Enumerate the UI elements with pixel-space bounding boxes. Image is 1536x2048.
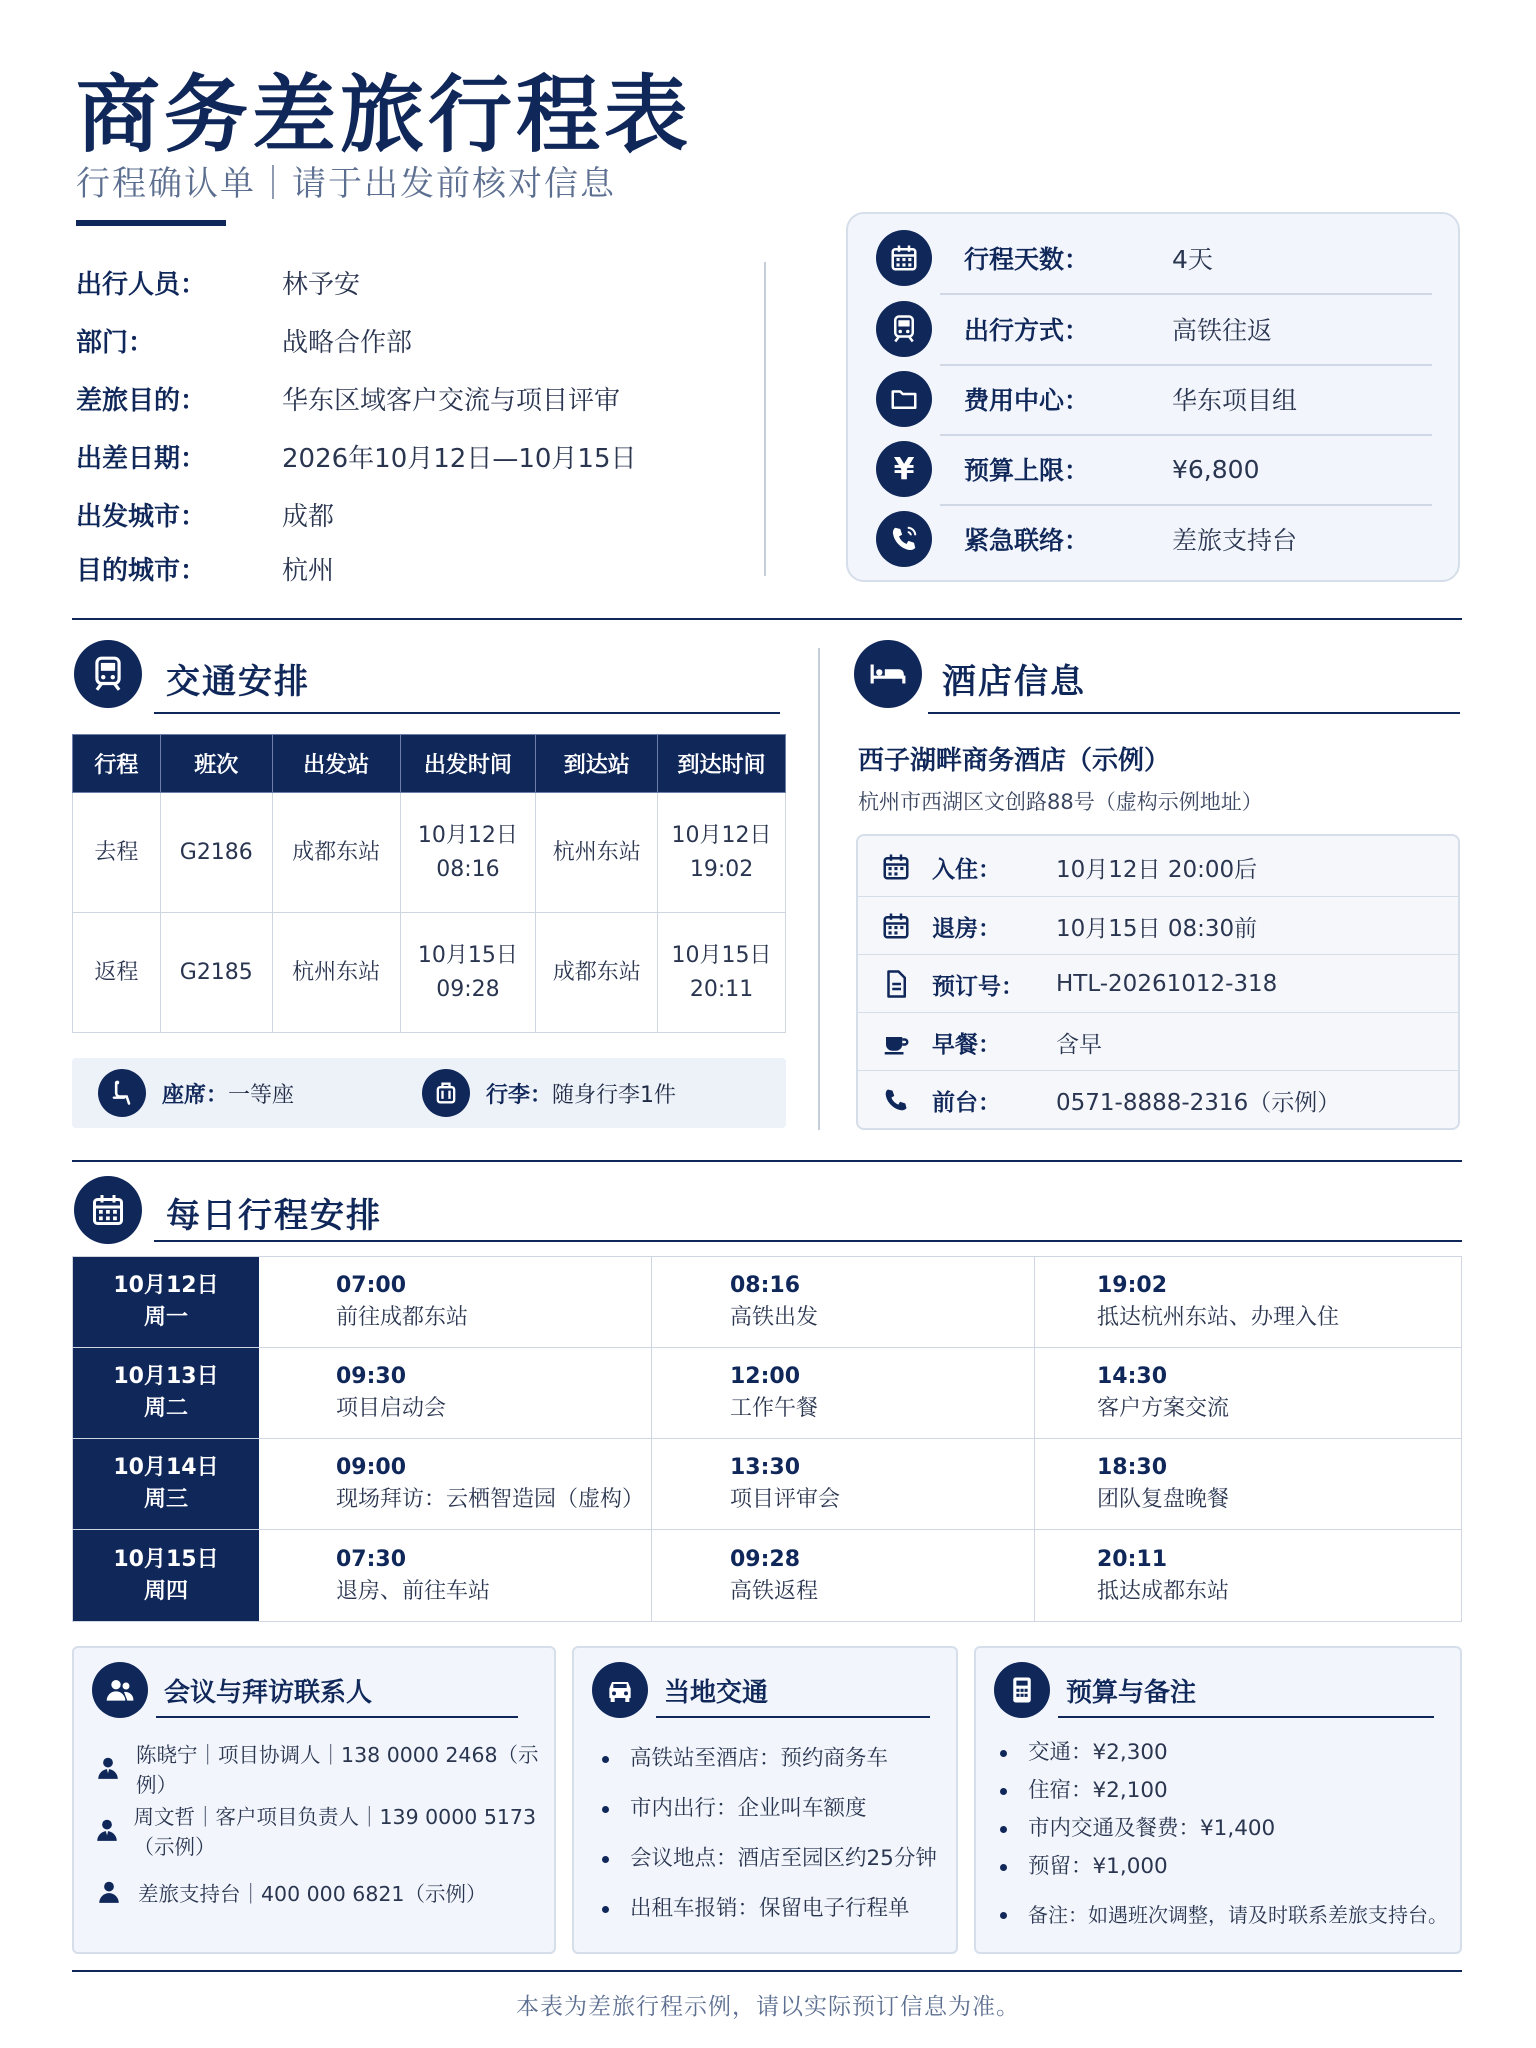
list-item: 住宿：¥2,100 — [994, 1772, 1448, 1810]
event-text: 前往成都东站 — [336, 1305, 469, 1330]
event-time: 20:11 — [1097, 1546, 1168, 1572]
column-header: 到达时间 — [658, 735, 786, 793]
summary-label: 预算上限： — [964, 456, 1090, 485]
day-weekday: 周二 — [143, 1396, 188, 1421]
event-cell — [1097, 1257, 1339, 1347]
person-tie-icon — [92, 1755, 124, 1781]
info-row-traveler — [76, 262, 360, 302]
info-value: 2026年10月12日—10月15日 — [282, 443, 637, 474]
arrival-time-cell — [658, 913, 786, 1033]
info-value: 杭州 — [282, 555, 335, 586]
arrival-time-cell — [658, 793, 786, 913]
cell-divider — [651, 1348, 652, 1438]
daily-title: 每日行程安排 — [166, 1196, 382, 1236]
hotel-row-booking — [858, 955, 1458, 1013]
info-label: 出行人员： — [76, 269, 207, 300]
cell-divider — [651, 1257, 652, 1347]
time-text: 20:11 — [689, 976, 754, 1002]
footer-note: 本表为差旅行程示例，请以实际预订信息为准。 — [516, 1994, 1020, 2020]
hotel-row-front-desk — [858, 1071, 1458, 1129]
contact-item — [92, 1872, 486, 1912]
coffee-icon — [866, 1027, 926, 1057]
person-icon — [92, 1879, 126, 1905]
info-label: 出差日期： — [76, 443, 207, 474]
contacts-title: 会议与拜访联系人 — [164, 1678, 373, 1708]
info-value: 林予安 — [282, 269, 361, 300]
event-text: 抵达杭州东站、办理入住 — [1097, 1305, 1340, 1330]
calculator-icon — [994, 1662, 1050, 1718]
document-icon — [866, 969, 926, 999]
cell-divider — [1034, 1439, 1035, 1529]
summary-value: 高铁往返 — [1172, 316, 1273, 345]
seat-label: 座席： — [162, 1082, 229, 1108]
budget-title: 预算与备注 — [1066, 1678, 1197, 1708]
luggage-icon — [422, 1069, 470, 1117]
summary-row-mode — [876, 294, 1432, 364]
table-row — [73, 1530, 1461, 1621]
event-text: 高铁出发 — [730, 1305, 819, 1330]
event-cell — [1097, 1439, 1229, 1529]
summary-row-emergency — [876, 504, 1432, 574]
info-value: 华东区域客户交流与项目评审 — [282, 385, 621, 416]
contact-item — [92, 1743, 554, 1797]
hotel-address: 杭州市西湖区文创路88号（虚构示例地址） — [858, 790, 1263, 814]
folder-icon — [876, 371, 932, 427]
yen-icon: ¥ — [876, 441, 932, 497]
day-date: 10月15日 — [113, 1546, 219, 1572]
transport-title: 交通安排 — [166, 662, 310, 702]
event-cell — [336, 1530, 490, 1621]
local-transport-card — [572, 1646, 958, 1954]
list-item: 备注：如遇班次调整，请及时联系差旅支持台。 — [994, 1896, 1448, 1934]
event-time: 14:30 — [1097, 1364, 1168, 1389]
column-header: 行程 — [73, 735, 161, 793]
event-cell — [336, 1348, 446, 1438]
hotel-value: 0571-8888-2316（示例） — [1056, 1089, 1341, 1116]
list-item: 高铁站至酒店：预约商务车 — [596, 1734, 937, 1784]
info-divider — [764, 262, 766, 576]
list-item: 会议地点：酒店至园区约25分钟 — [596, 1834, 937, 1884]
departure-time-cell — [400, 793, 536, 913]
hotel-label: 早餐： — [932, 1031, 1001, 1058]
page-title: 商务差旅行程表 — [76, 66, 693, 164]
cell-divider — [651, 1530, 652, 1621]
info-label: 目的城市： — [76, 555, 207, 586]
info-row-department — [76, 320, 412, 360]
arrival-station-cell: 杭州东站 — [536, 793, 658, 913]
day-date: 10月13日 — [113, 1364, 219, 1389]
info-value: 战略合作部 — [282, 327, 413, 358]
day-cell — [73, 1439, 259, 1529]
section-underline — [928, 712, 1460, 714]
calendar-icon — [876, 230, 932, 286]
day-date: 10月14日 — [113, 1455, 219, 1480]
event-time: 07:00 — [336, 1273, 407, 1298]
table-row — [73, 1439, 1461, 1530]
info-row-purpose — [76, 378, 620, 418]
seat-value: 一等座 — [228, 1082, 295, 1108]
hotel-value: 含早 — [1056, 1031, 1102, 1058]
calendar-icon — [866, 911, 926, 941]
cell-divider — [1034, 1530, 1035, 1621]
calendar-icon — [74, 1176, 142, 1244]
column-header: 出发时间 — [400, 735, 536, 793]
table-row — [73, 1257, 1461, 1348]
summary-value: ¥6,800 — [1172, 454, 1260, 484]
summary-value: 华东项目组 — [1172, 386, 1298, 415]
event-cell — [730, 1348, 818, 1438]
train-table — [72, 734, 786, 1033]
list-item: 预留：¥1,000 — [994, 1848, 1448, 1886]
event-cell — [730, 1439, 840, 1529]
contact-text: 陈晓宁｜项目协调人｜138 0000 2468（示例） — [136, 1743, 539, 1797]
table-row — [73, 793, 786, 913]
hotel-value: 10月12日 20:00后 — [1056, 856, 1258, 883]
event-time: 18:30 — [1097, 1455, 1168, 1480]
hotel-row-checkout — [858, 897, 1458, 955]
event-time: 12:00 — [730, 1364, 801, 1389]
section-underline — [154, 1240, 1462, 1242]
table-row — [73, 913, 786, 1033]
event-text: 现场拜访：云栖智造园（虚构） — [336, 1487, 645, 1512]
info-value: 成都 — [282, 501, 335, 532]
title-underline — [76, 220, 226, 226]
train-number-cell: G2186 — [160, 793, 272, 913]
day-cell — [73, 1348, 259, 1438]
departure-time-cell — [400, 913, 536, 1033]
summary-value: 4天 — [1172, 245, 1213, 274]
hotel-title: 酒店信息 — [942, 662, 1086, 702]
event-time: 19:02 — [1097, 1273, 1168, 1298]
luggage-value: 随身行李1件 — [552, 1082, 677, 1108]
local-list — [596, 1734, 937, 1934]
event-cell — [1097, 1530, 1229, 1621]
event-text: 工作午餐 — [730, 1396, 819, 1421]
event-cell — [336, 1439, 644, 1529]
time-text: 19:02 — [689, 856, 754, 882]
cell-divider — [1034, 1348, 1035, 1438]
summary-label: 行程天数： — [964, 245, 1090, 274]
day-weekday: 周一 — [143, 1305, 188, 1330]
leg-cell: 去程 — [73, 793, 161, 913]
contact-text: 差旅支持台｜400 000 6821（示例） — [138, 1882, 487, 1906]
section-divider — [72, 618, 1462, 620]
summary-row-days — [876, 223, 1432, 293]
event-cell — [1097, 1348, 1229, 1438]
local-title: 当地交通 — [664, 1678, 769, 1708]
time-text: 09:28 — [436, 976, 500, 1002]
seat-luggage-bar — [72, 1058, 786, 1128]
event-time: 07:30 — [336, 1546, 407, 1572]
summary-label: 出行方式： — [964, 316, 1090, 345]
contact-text: 周文哲｜客户项目负责人｜139 0000 5173（示例） — [133, 1805, 537, 1859]
event-time: 09:00 — [336, 1455, 407, 1480]
event-time: 13:30 — [730, 1455, 801, 1480]
seat-info — [98, 1065, 294, 1121]
event-time: 08:16 — [730, 1273, 801, 1298]
arrival-station-cell: 成都东站 — [536, 913, 658, 1033]
day-cell — [73, 1257, 259, 1347]
summary-label: 紧急联络： — [964, 526, 1090, 555]
section-underline — [1058, 1716, 1434, 1718]
phone-icon — [866, 1086, 926, 1114]
event-time: 09:28 — [730, 1546, 801, 1572]
column-header: 到达站 — [536, 735, 658, 793]
section-underline — [656, 1716, 930, 1718]
event-cell — [336, 1257, 468, 1347]
train-icon — [876, 301, 932, 357]
summary-row-cost-center — [876, 364, 1432, 434]
event-text: 项目评审会 — [730, 1487, 841, 1512]
luggage-info — [422, 1065, 676, 1121]
column-divider — [818, 648, 820, 1130]
info-row-origin — [76, 494, 334, 534]
day-weekday: 周四 — [143, 1578, 188, 1604]
table-header-row — [73, 735, 786, 793]
calendar-icon — [866, 852, 926, 882]
section-divider — [72, 1160, 1462, 1162]
contacts-card — [72, 1646, 556, 1954]
hotel-label: 预订号： — [932, 973, 1024, 1000]
summary-label: 费用中心： — [964, 386, 1090, 415]
event-cell — [730, 1257, 818, 1347]
people-icon — [92, 1662, 148, 1718]
date-text: 10月15日 — [417, 942, 518, 968]
table-row — [73, 1348, 1461, 1439]
event-time: 09:30 — [336, 1364, 407, 1389]
event-text: 抵达成都东站 — [1097, 1578, 1230, 1604]
day-cell — [73, 1530, 259, 1621]
seat-icon — [98, 1069, 146, 1117]
phone-icon — [876, 511, 932, 567]
hotel-details-card — [856, 834, 1460, 1130]
hotel-label: 退房： — [932, 915, 1001, 942]
list-item: 交通：¥2,300 — [994, 1734, 1448, 1772]
day-weekday: 周三 — [143, 1487, 188, 1512]
hotel-row-breakfast — [858, 1013, 1458, 1071]
hotel-name: 西子湖畔商务酒店（示例） — [858, 746, 1171, 776]
train-icon — [74, 640, 142, 708]
departure-station-cell: 杭州东站 — [272, 913, 400, 1033]
page-subtitle: 行程确认单｜请于出发前核对信息 — [76, 164, 616, 204]
summary-row-budget — [876, 434, 1432, 504]
day-date: 10月12日 — [113, 1273, 219, 1298]
info-label: 差旅目的： — [76, 385, 207, 416]
departure-station-cell: 成都东站 — [272, 793, 400, 913]
column-header: 班次 — [160, 735, 272, 793]
list-item: 市内出行：企业叫车额度 — [596, 1784, 937, 1834]
section-underline — [154, 712, 780, 714]
budget-list — [994, 1734, 1448, 1934]
cell-divider — [651, 1439, 652, 1529]
info-row-dates — [76, 436, 637, 476]
event-cell — [730, 1530, 818, 1621]
cell-divider — [1034, 1257, 1035, 1347]
daily-schedule-table — [72, 1256, 1462, 1622]
list-item: 市内交通及餐费：¥1,400 — [994, 1810, 1448, 1848]
bed-icon — [854, 640, 922, 708]
list-item: 出租车报销：保留电子行程单 — [596, 1884, 937, 1934]
hotel-row-checkin — [858, 838, 1458, 896]
leg-cell: 返程 — [73, 913, 161, 1033]
person-tie-icon — [92, 1817, 122, 1843]
budget-card — [974, 1646, 1462, 1954]
date-text: 10月15日 — [671, 942, 772, 968]
car-icon — [592, 1662, 648, 1718]
column-header: 出发站 — [272, 735, 400, 793]
info-label: 部门： — [76, 327, 155, 358]
info-label: 出发城市： — [76, 501, 207, 532]
train-number-cell: G2185 — [160, 913, 272, 1033]
hotel-value: 10月15日 08:30前 — [1056, 915, 1258, 942]
hotel-label: 入住： — [932, 856, 1001, 883]
date-text: 10月12日 — [671, 822, 772, 848]
contact-item — [92, 1805, 554, 1859]
hotel-label: 前台： — [932, 1089, 1001, 1116]
date-text: 10月12日 — [417, 822, 518, 848]
footer-divider — [72, 1970, 1462, 1972]
event-text: 退房、前往车站 — [336, 1578, 491, 1604]
section-underline — [156, 1716, 518, 1718]
time-text: 08:16 — [436, 856, 500, 882]
summary-card — [846, 212, 1460, 582]
event-text: 高铁返程 — [730, 1578, 819, 1604]
event-text: 客户方案交流 — [1097, 1396, 1230, 1421]
info-row-destination — [76, 548, 334, 588]
luggage-label: 行李： — [486, 1082, 553, 1108]
summary-value: 差旅支持台 — [1172, 526, 1298, 555]
event-text: 团队复盘晚餐 — [1097, 1487, 1230, 1512]
hotel-value: HTL-20261012-318 — [1056, 971, 1278, 997]
event-text: 项目启动会 — [336, 1396, 447, 1421]
